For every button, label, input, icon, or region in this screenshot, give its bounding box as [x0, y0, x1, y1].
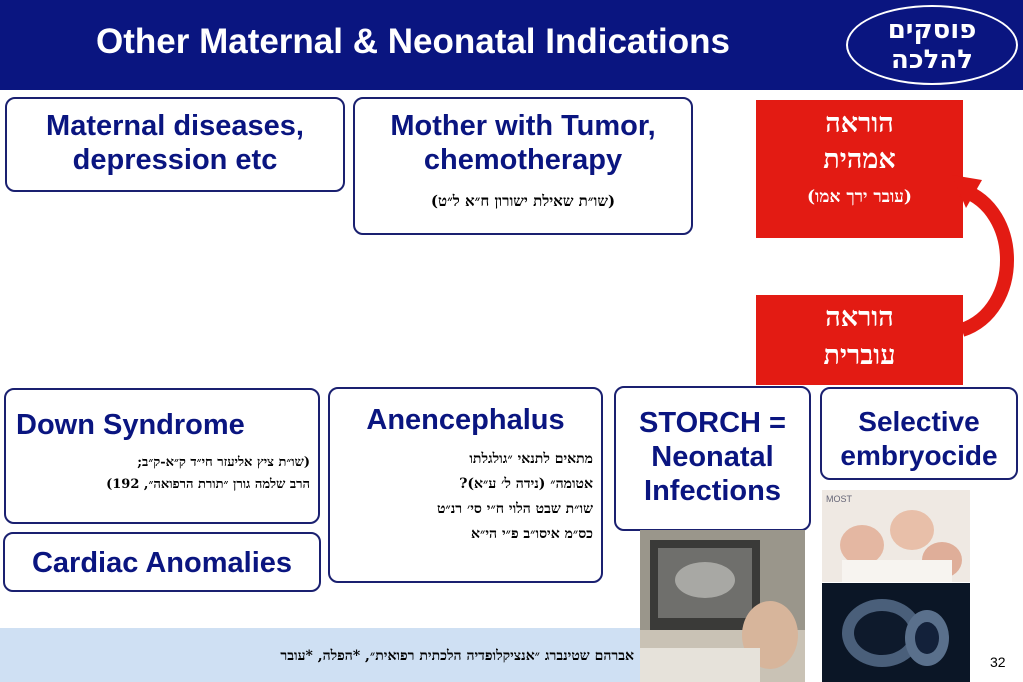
down-syndrome-title: Down Syndrome	[16, 409, 245, 441]
fetal-indication-line-2: עוברית	[823, 340, 896, 371]
logo-line-2: להלכה	[891, 45, 973, 75]
maternal-indication-line-2: אמהית	[823, 144, 896, 175]
maternal-indication-line-1: הוראה	[825, 108, 894, 139]
storch-line-1: STORCH =	[639, 407, 786, 439]
tumor-line-2: chemotherapy	[423, 144, 623, 176]
anencephalus-box	[328, 387, 603, 583]
page-number: 32	[990, 654, 1006, 670]
maternal-line-1: Maternal diseases,	[46, 110, 304, 142]
ultrasound-scan-photo	[822, 583, 970, 682]
cardiac-title: Cardiac Anomalies	[31, 547, 293, 579]
fetal-indication-box	[756, 295, 963, 385]
selective-embryocide-box	[820, 387, 1018, 480]
selective-line-1: Selective	[858, 406, 980, 437]
tumor-box	[353, 97, 693, 235]
anencephalus-line-1: מתאים לתנאי ״גולגלתו	[469, 451, 593, 467]
down-syndrome-box	[4, 388, 320, 524]
poskim-logo	[846, 5, 1018, 85]
selective-line-2: embryocide	[840, 440, 998, 471]
fetal-indication-line-1: הוראה	[825, 302, 894, 333]
ultrasound-exam-photo	[640, 530, 805, 682]
slide-title: Other Maternal & Neonatal Indications	[96, 22, 730, 61]
maternal-indication-sub: (עובר ירך אמו)	[807, 187, 912, 207]
anencephalus-title: Anencephalus	[366, 404, 565, 436]
maternal-diseases-box	[5, 97, 345, 192]
newborns-photo-caption: MOST	[826, 494, 852, 504]
storch-box	[614, 386, 811, 531]
storch-line-2: Neonatal	[651, 441, 774, 473]
anencephalus-line-4: כס״מ איסו״ב פ״י הי״א	[471, 526, 593, 542]
newborns-photo	[822, 490, 970, 582]
storch-line-3: Infections	[644, 475, 781, 507]
anencephalus-line-2: אטומה״ (נידה ל׳ ע״א)?	[459, 476, 593, 492]
cardiac-anomalies-box	[3, 532, 321, 592]
logo-line-1: פוסקים	[887, 15, 977, 45]
footer-citation: אברהם שטינברג ״אנציקלופדיה הלכתית רפואית״, *הפלה, *עובר	[280, 648, 634, 664]
tumor-line-1: Mother with Tumor,	[390, 110, 656, 142]
down-source-1: (שו״ת ציץ אליעזר חי״ד ק״א-ק״ב;	[137, 455, 310, 470]
down-source-2: הרב שלמה גורן ״תורת הרפואה״, 192)	[106, 477, 310, 492]
anencephalus-line-3: שו״ת שבט הלוי ח״י סי׳ רנ״ט	[436, 501, 593, 517]
maternal-indication-box	[756, 100, 963, 238]
maternal-line-2: depression etc	[72, 144, 278, 176]
tumor-source: (שו״ת שאילת ישורון ח״א ל״ט)	[430, 192, 616, 210]
